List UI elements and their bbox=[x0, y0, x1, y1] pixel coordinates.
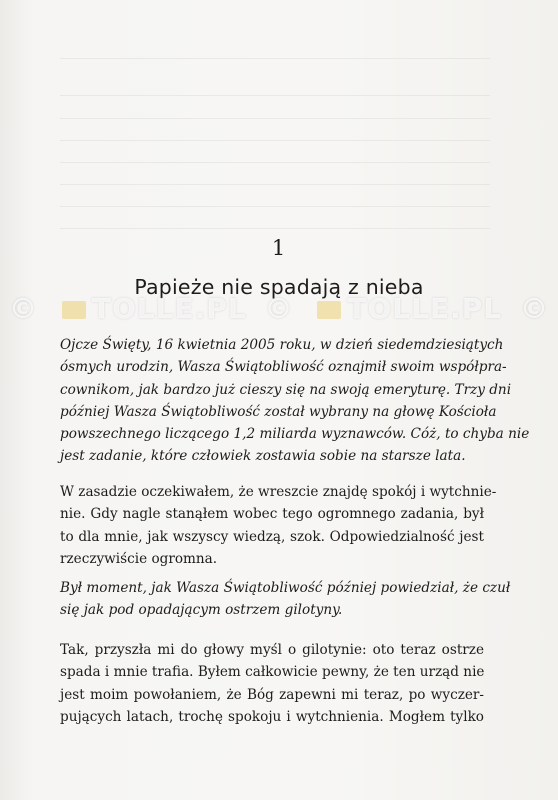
paragraph-question bbox=[60, 577, 511, 622]
text-line: pujących latach, trochę spokoju i wytchnienia. Mogłem tylko bbox=[60, 708, 484, 725]
chapter-title: Papieże nie spadają z nieba bbox=[134, 275, 424, 299]
text-line: jest zadanie, które człowiek zostawia sobie na starsze lata. bbox=[60, 448, 466, 465]
watermark-copyright: © bbox=[8, 291, 38, 325]
text-line: się jak pod opadającym ostrzem gilotyny. bbox=[60, 602, 343, 619]
watermark-text: TOLLE.PL bbox=[56, 292, 247, 325]
text-line: cownikom, jak bardzo już cieszy się na swoją emeryturę. Trzy dni bbox=[60, 381, 512, 398]
watermark-copyright: © bbox=[264, 291, 294, 325]
watermark-text: TOLLE.PL bbox=[311, 292, 502, 325]
text-line: Był moment, jak Wasza Świątobliwość później powiedział, że czuł bbox=[60, 580, 511, 596]
text-line: W zasadzie oczekiwałem, że wreszcie znajdę spokój i wytchnie- bbox=[60, 484, 497, 500]
paragraph-answer bbox=[60, 639, 484, 728]
text-line: później Wasza Świątobliwość został wybrany na głowę Kościoła bbox=[60, 403, 497, 420]
text-line: to dla mnie, jak wszyscy wiedzą, szok. Odpowiedzialność jest bbox=[60, 528, 484, 545]
bleed-through-line bbox=[60, 228, 490, 229]
text-line: ósmych urodzin, Wasza Świątobliwość oznajmił swoim współpra- bbox=[60, 359, 507, 376]
text-line: rzeczywiście ogromna. bbox=[60, 550, 218, 567]
paragraph-question bbox=[60, 334, 530, 468]
text-line: jest moim powołaniem, że Bóg zapewni mi teraz, po wyczer- bbox=[60, 686, 484, 703]
text-line: powszechnego liczącego 1,2 miliarda wyznawców. Cóż, to chyba nie bbox=[60, 426, 530, 443]
bleed-through-line bbox=[60, 206, 490, 207]
paragraph-answer bbox=[60, 481, 497, 570]
chapter-number: 1 bbox=[271, 236, 287, 260]
text-line: Ojcze Święty, 16 kwietnia 2005 roku, w dzień siedemdziesiątych bbox=[60, 337, 504, 353]
bleed-through-line bbox=[60, 162, 490, 163]
text-line: nie. Gdy nagle stanąłem wobec tego ogromnego zadania, był bbox=[60, 506, 484, 523]
flag-icon bbox=[317, 301, 341, 319]
text-line: spada i mnie trafia. Byłem całkowicie pewny, że ten urząd nie bbox=[60, 664, 485, 681]
watermark-copyright: © bbox=[520, 291, 550, 325]
text-line: Tak, przyszła mi do głowy myśl o gilotynie: oto teraz ostrze bbox=[60, 642, 484, 658]
bleed-through-line bbox=[60, 118, 490, 119]
flag-icon bbox=[62, 301, 86, 319]
bleed-through-line bbox=[60, 58, 490, 59]
bleed-through-line bbox=[60, 95, 490, 96]
bleed-through-line bbox=[60, 184, 490, 185]
bleed-through-line bbox=[60, 140, 490, 141]
